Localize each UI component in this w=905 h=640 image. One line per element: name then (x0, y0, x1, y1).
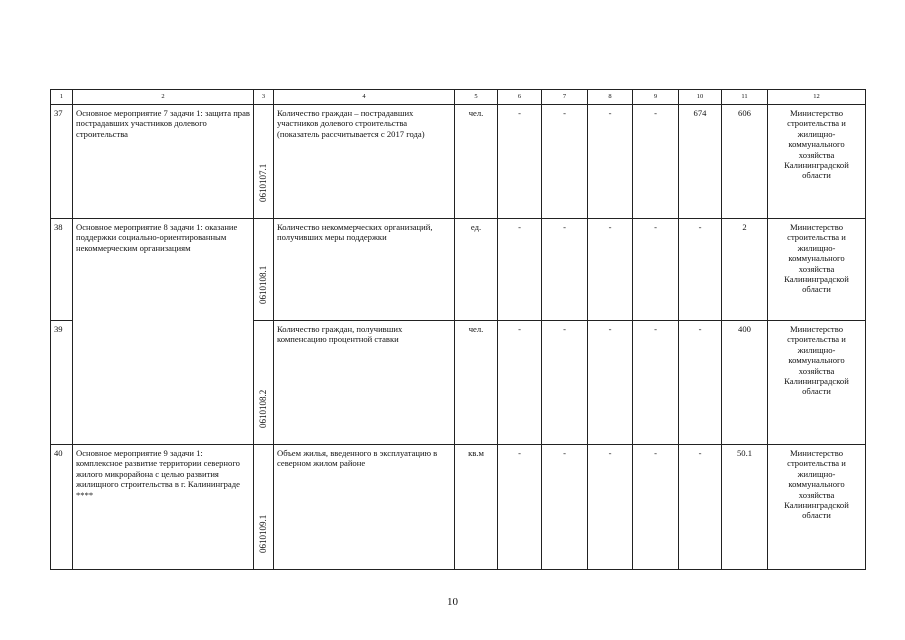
indicator-description: Количество граждан – пострадавших участников долевого строительства (показатель рассчитывается с 2017 года) (274, 105, 455, 219)
column-number: 4 (274, 90, 455, 105)
column-number: 9 (633, 90, 679, 105)
indicators-table (50, 89, 866, 570)
indicator-description: Количество некоммерческих организаций, получивших меры поддержки (274, 219, 455, 321)
value-col-11: 400 (722, 321, 768, 445)
value-col-7: - (542, 321, 588, 445)
value-col-9: - (633, 445, 679, 570)
table-row (51, 445, 866, 570)
column-number: 7 (542, 90, 588, 105)
unit: ед. (455, 219, 498, 321)
indicator-code-cell (254, 105, 274, 219)
unit: кв.м (455, 445, 498, 570)
indicator-description: Объем жилья, введенного в эксплуатацию в северном жилом районе (274, 445, 455, 570)
column-number: 5 (455, 90, 498, 105)
column-number: 11 (722, 90, 768, 105)
row-number: 39 (51, 321, 73, 445)
column-number: 10 (679, 90, 722, 105)
value-col-7: - (542, 105, 588, 219)
indicator-code: 0610107.1 (257, 163, 268, 202)
value-col-10: - (679, 321, 722, 445)
value-col-8: - (588, 321, 633, 445)
value-col-7: - (542, 219, 588, 321)
indicator-code-cell (254, 219, 274, 321)
column-number: 8 (588, 90, 633, 105)
column-number: 1 (51, 90, 73, 105)
indicator-code-cell (254, 445, 274, 570)
responsible-organization: Министерство строительства и жилищно-коммунального хозяйства Калининградской области (768, 321, 866, 445)
value-col-10: 674 (679, 105, 722, 219)
row-number: 40 (51, 445, 73, 570)
event-description: Основное мероприятие 9 задачи 1: комплексное развитие территории северного жилого микрорайона с целью развития жилищного строительства в г. Калининграде **** (73, 445, 254, 570)
value-col-11: 50.1 (722, 445, 768, 570)
value-col-9: - (633, 219, 679, 321)
table-row (51, 105, 866, 219)
page-number: 10 (447, 596, 458, 608)
value-col-7: - (542, 445, 588, 570)
value-col-11: 606 (722, 105, 768, 219)
indicator-description: Количество граждан, получивших компенсацию процентной ставки (274, 321, 455, 445)
value-col-8: - (588, 219, 633, 321)
value-col-10: - (679, 219, 722, 321)
responsible-organization: Министерство строительства и жилищно-коммунального хозяйства Калининградской области (768, 445, 866, 570)
table-row (51, 219, 866, 321)
column-number: 2 (73, 90, 254, 105)
unit: чел. (455, 321, 498, 445)
value-col-9: - (633, 105, 679, 219)
column-number: 12 (768, 90, 866, 105)
value-col-11: 2 (722, 219, 768, 321)
responsible-organization: Министерство строительства и жилищно-коммунального хозяйства Калининградской области (768, 219, 866, 321)
indicator-code: 0610108.1 (257, 265, 268, 304)
event-description: Основное мероприятие 7 задачи 1: защита прав пострадавших участников долевого строительства (73, 105, 254, 219)
value-col-6: - (498, 445, 542, 570)
column-number: 3 (254, 90, 274, 105)
value-col-10: - (679, 445, 722, 570)
indicator-code-cell (254, 321, 274, 445)
value-col-9: - (633, 321, 679, 445)
value-col-6: - (498, 321, 542, 445)
indicator-code: 0610108.2 (257, 389, 268, 428)
value-col-6: - (498, 219, 542, 321)
responsible-organization: Министерство строительства и жилищно-коммунального хозяйства Калининградской области (768, 105, 866, 219)
row-number: 37 (51, 105, 73, 219)
value-col-8: - (588, 445, 633, 570)
row-number: 38 (51, 219, 73, 321)
column-number: 6 (498, 90, 542, 105)
indicator-code: 0610109.1 (257, 514, 268, 553)
event-description: Основное мероприятие 8 задачи 1: оказание поддержки социально-ориентированным некоммерческим организациям (73, 219, 254, 445)
unit: чел. (455, 105, 498, 219)
column-number-row (51, 90, 866, 105)
value-col-8: - (588, 105, 633, 219)
value-col-6: - (498, 105, 542, 219)
